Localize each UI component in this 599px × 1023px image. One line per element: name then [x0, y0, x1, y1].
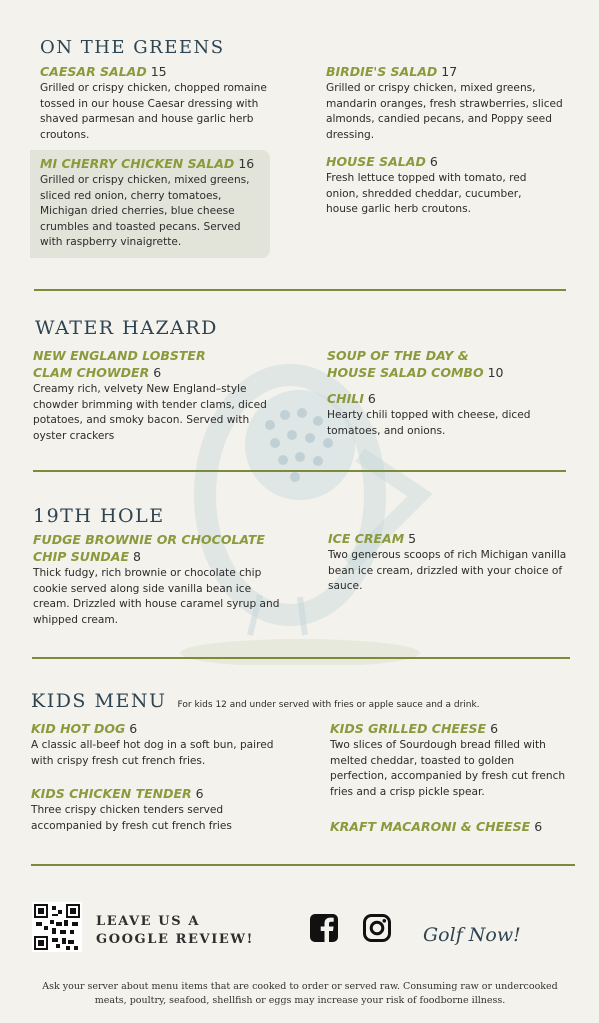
item-description: Grilled or crispy chicken, chopped romaine tossed in our house Caesar dressing with shaved parmesan and house garlic herb croutons.	[40, 82, 267, 141]
qr-code-icon[interactable]	[32, 902, 82, 952]
item-price: 6	[429, 154, 438, 169]
item-name: HOUSE SALAD	[326, 154, 426, 169]
item-price: 8	[133, 549, 141, 564]
review-line1: LEAVE US A	[96, 914, 201, 929]
item-price: 5	[408, 531, 417, 546]
section-title-greens: ON THE GREENS	[40, 37, 225, 58]
item-description: A classic all-beef hot dog in a soft bun, paired with crispy fresh cut french fries.	[31, 739, 274, 767]
menu-item-sundae	[33, 531, 283, 628]
kids-subtitle: For kids 12 and under served with fries or apple sauce and a drink.	[177, 700, 480, 710]
item-price: 16	[238, 156, 255, 171]
menu-item-birdie	[326, 63, 566, 143]
item-name: KRAFT MACARONI & CHEESE	[330, 819, 531, 834]
item-name-line1: FUDGE BROWNIE OR CHOCOLATE	[33, 532, 265, 547]
item-name-line1: SOUP OF THE DAY &	[327, 348, 469, 363]
menu-item-house-salad	[326, 153, 546, 218]
menu-item-kids-chicken-tender	[31, 785, 271, 834]
item-name: KIDS GRILLED CHEESE	[330, 721, 487, 736]
item-name-line2: CHIP SUNDAE	[33, 549, 130, 564]
facebook-icon[interactable]	[309, 913, 339, 943]
menu-item-kids-grilled-cheese	[330, 720, 570, 800]
item-description: Three crispy chicken tenders served accompanied by fresh cut french fries	[31, 804, 232, 832]
item-name: KIDS CHICKEN TENDER	[31, 786, 192, 801]
menu-item-clam-chowder	[33, 347, 278, 444]
menu-item-cherry-chicken	[40, 155, 265, 251]
menu-item-chili	[327, 390, 552, 439]
item-price: 6	[195, 786, 204, 801]
item-name: KID HOT DOG	[31, 721, 126, 736]
section-title-19th-hole: 19TH HOLE	[33, 505, 165, 527]
item-price: 10	[487, 365, 504, 380]
item-price: 6	[490, 721, 499, 736]
item-name-line2: CLAM CHOWDER	[33, 365, 150, 380]
food-safety-disclaimer: Ask your server about menu items that are cooked to order or served raw. Consuming raw or undercooked meats, poultry, seafood, shellfish or eggs may increase your risk of foodborne illness.	[42, 981, 558, 1006]
menu-item-soup-salad-combo	[327, 347, 567, 381]
menu-item-ice-cream	[328, 530, 568, 595]
item-name: CHILI	[327, 391, 364, 406]
item-price: 17	[441, 64, 458, 79]
section-title-kids: KIDS MENU	[31, 690, 167, 712]
item-description: Fresh lettuce topped with tomato, red onion, shredded cheddar, cucumber, house garlic herb croutons.	[326, 172, 527, 215]
section-title-water-hazard: WATER HAZARD	[35, 317, 218, 339]
item-description: Grilled or crispy chicken, mixed greens, mandarin oranges, fresh strawberries, sliced almonds, candied pecans, and Poppy seed dressing.	[326, 82, 563, 141]
menu-item-kid-hot-dog	[31, 720, 281, 769]
golf-now-link[interactable]: Golf Now!	[423, 924, 521, 946]
item-price: 6	[129, 721, 138, 736]
divider	[32, 657, 570, 659]
item-price: 6	[153, 365, 162, 380]
menu-item-kraft-mac	[330, 818, 580, 835]
review-line2: GOOGLE REVIEW!	[96, 932, 254, 947]
divider	[33, 470, 566, 472]
item-name: CAESAR SALAD	[40, 64, 147, 79]
item-price: 6	[534, 819, 543, 834]
item-description: Hearty chili topped with cheese, diced tomatoes, and onions.	[327, 409, 531, 437]
item-name: BIRDIE'S SALAD	[326, 64, 438, 79]
item-name-line2: HOUSE SALAD COMBO	[327, 365, 484, 380]
item-description: Two slices of Sourdough bread filled with melted cheddar, toasted to golden perfection, accompanied by fresh cut french fries and a crisp pickle spear.	[330, 739, 566, 798]
item-price: 6	[367, 391, 376, 406]
item-name-line1: NEW ENGLAND LOBSTER	[33, 348, 206, 363]
item-name: MI CHERRY CHICKEN SALAD	[40, 156, 235, 171]
item-description: Thick fudgy, rich brownie or chocolate chip cookie served along side vanilla bean ice cream. Drizzled with house caramel syrup and whipped cream.	[33, 567, 280, 626]
menu-item-caesar	[40, 63, 290, 143]
item-description: Two generous scoops of rich Michigan vanilla bean ice cream, drizzled with your choice of sauce.	[328, 549, 567, 592]
divider	[31, 864, 575, 866]
item-description: Grilled or crispy chicken, mixed greens, sliced red onion, cherry tomatoes, Michigan dried cherries, blue cheese crumbles and toasted pecans. Served with raspberry vinaigrette.	[40, 174, 250, 248]
kids-header	[31, 690, 591, 712]
divider	[34, 289, 566, 291]
item-price: 15	[150, 64, 167, 79]
item-name: ICE CREAM	[328, 531, 405, 546]
google-review-prompt	[96, 913, 254, 949]
instagram-icon[interactable]	[362, 913, 392, 943]
item-description: Creamy rich, velvety New England–style chowder brimming with tender clams, diced potatoes, and smoky bacon. Served with oyster crackers	[33, 383, 267, 442]
